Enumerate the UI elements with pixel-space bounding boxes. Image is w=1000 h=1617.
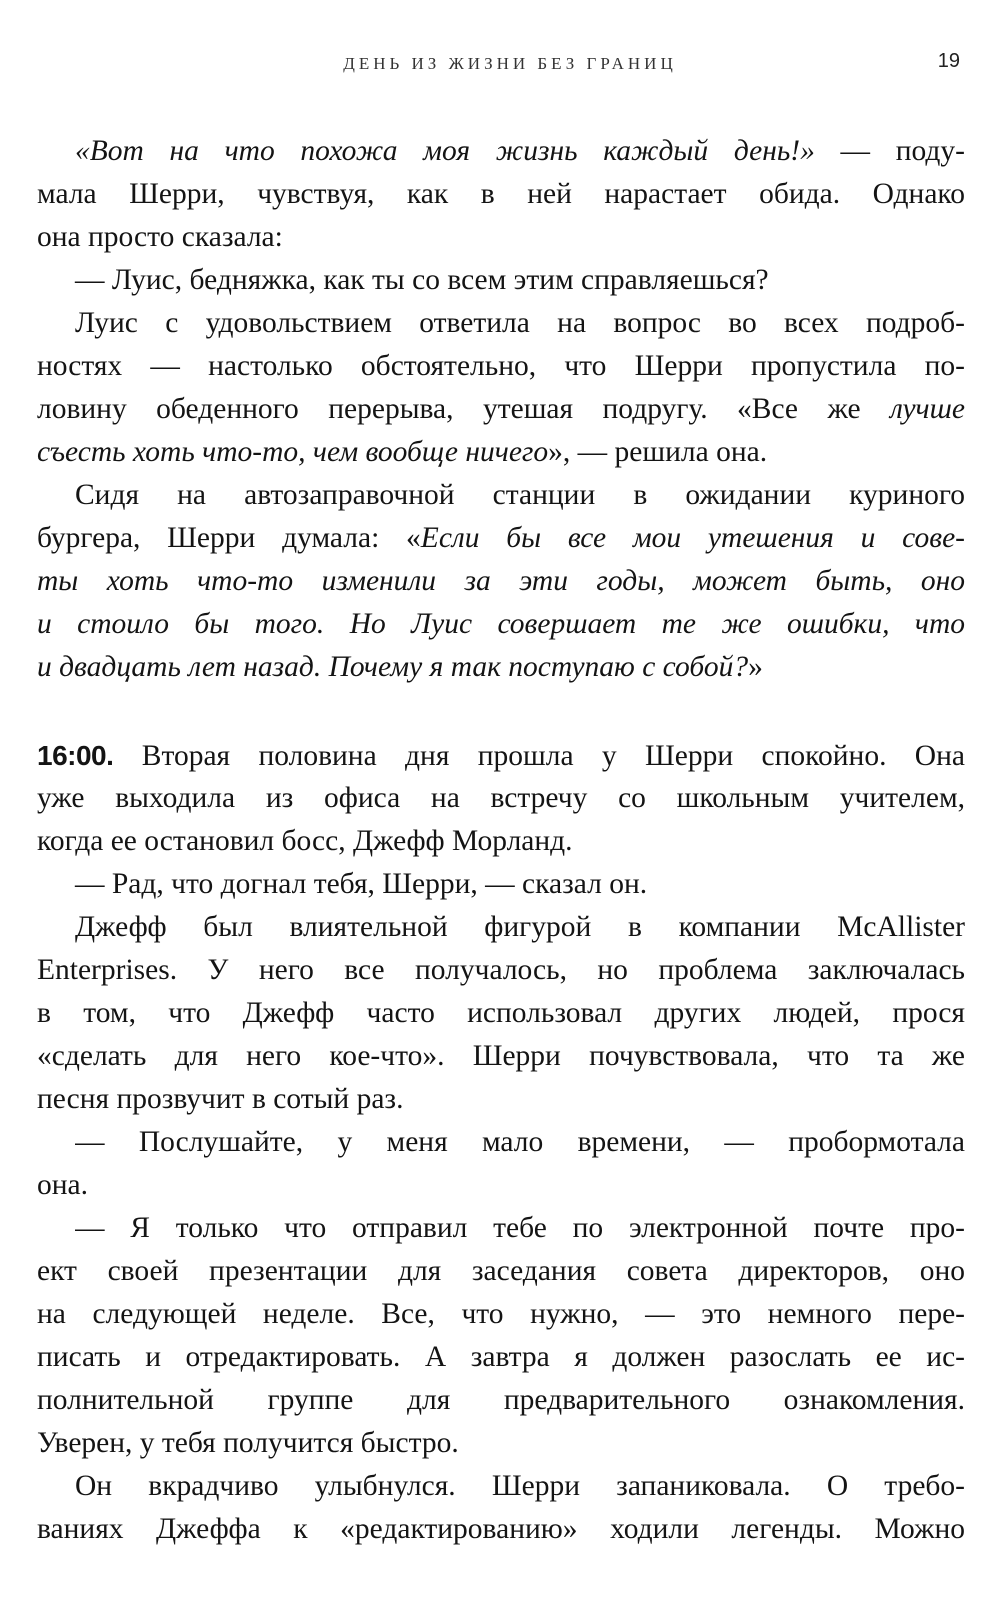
text-line: она. [37,1169,89,1201]
text-line [37,517,965,560]
text-line: «сделать для него кое-что». Шерри почувствовала, что та же [37,1040,965,1072]
text-span: ловину обеденного перерыва, утешая подругу. «Все же [37,393,890,425]
text-line: песня прозвучит в сотый раз. [37,1083,404,1115]
text-line [37,560,965,603]
text-line: писать и отредактировать. А завтра я должен разослать ее ис- [37,1341,965,1373]
text-line: ект своей презентации для заседания совета директоров, оно [37,1255,965,1287]
text-line: на следующей неделе. Все, что нужно, — это немного пере- [37,1298,965,1330]
text-line: Сидя на автозаправочной станции в ожидании куриного [75,479,965,511]
italic-span: лучше [889,393,965,425]
text-span: », — решила она. [548,436,768,468]
italic-span: Если бы все мои утешения и сове- [420,522,965,554]
text-line: в том, что Джефф часто использовал других людей, прося [37,997,965,1029]
italic-span: и стоило бы того. Но Луис совершает те же ошибки, что [37,608,965,640]
text-line: уже выходила из офиса на встречу со школьным учителем, [37,782,965,814]
text-span: Вторая половина дня прошла у Шерри спокойно. Она [113,740,965,772]
text-line: мала Шерри, чувствуя, как в ней нарастает обида. Однако [37,178,965,210]
text-line: Джефф был влиятельной фигурой в компании McAllister [75,911,965,943]
italic-span: ты хоть что-то изменили за эти годы, может быть, оно [37,565,965,597]
text-line: ностях — настолько обстоятельно, что Шерри пропустила по- [37,350,965,382]
text-line: Он вкрадчиво улыбнулся. Шерри запаниковала. О требо- [75,1470,965,1502]
body-text [37,130,965,1551]
text-line: она просто сказала: [37,221,283,253]
text-line: Enterprises. У него все получалось, но проблема заключалась [37,954,965,986]
text-line [37,388,965,431]
text-line [37,734,965,777]
text-line: Луис с удовольствием ответила на вопрос во всех подроб- [75,307,965,339]
text-line: — Луис, бедняжка, как ты со всем этим справляешься? [75,264,769,296]
text-line [37,603,965,646]
text-line: ваниях Джеффа к «редактированию» ходили легенды. Можно [37,1513,965,1545]
text-line [37,431,965,474]
italic-span: съесть хоть что-то, чем вообще ничего [37,436,549,468]
text-span: — поду- [814,135,965,167]
time-stamp: 16:00. [37,740,114,771]
running-head [70,50,960,80]
text-line [75,130,965,173]
page-number: 19 [937,50,960,72]
text-line [37,646,965,689]
text-line: — Я только что отправил тебе по электронной почте про- [75,1212,965,1244]
text-line: когда ее остановил босс, Джефф Морланд. [37,825,573,857]
text-line: Уверен, у тебя получится быстро. [37,1427,459,1459]
text-line: полнительной группе для предварительного ознакомления. [37,1384,965,1416]
text-line: — Рад, что догнал тебя, Шерри, — сказал он. [75,868,648,900]
section-gap [75,689,965,734]
text-span: » [748,651,763,683]
italic-span: и двадцать лет назад. Почему я так поступаю с собой? [37,651,749,683]
text-span: бургера, Шерри думала: « [37,522,421,554]
running-title: ДЕНЬ ИЗ ЖИЗНИ БЕЗ ГРАНИЦ [343,54,677,73]
italic-quote: «Вот на что похожа моя жизнь каждый день!» [75,135,815,167]
text-line: — Послушайте, у меня мало времени, — пробормотала [75,1126,965,1158]
